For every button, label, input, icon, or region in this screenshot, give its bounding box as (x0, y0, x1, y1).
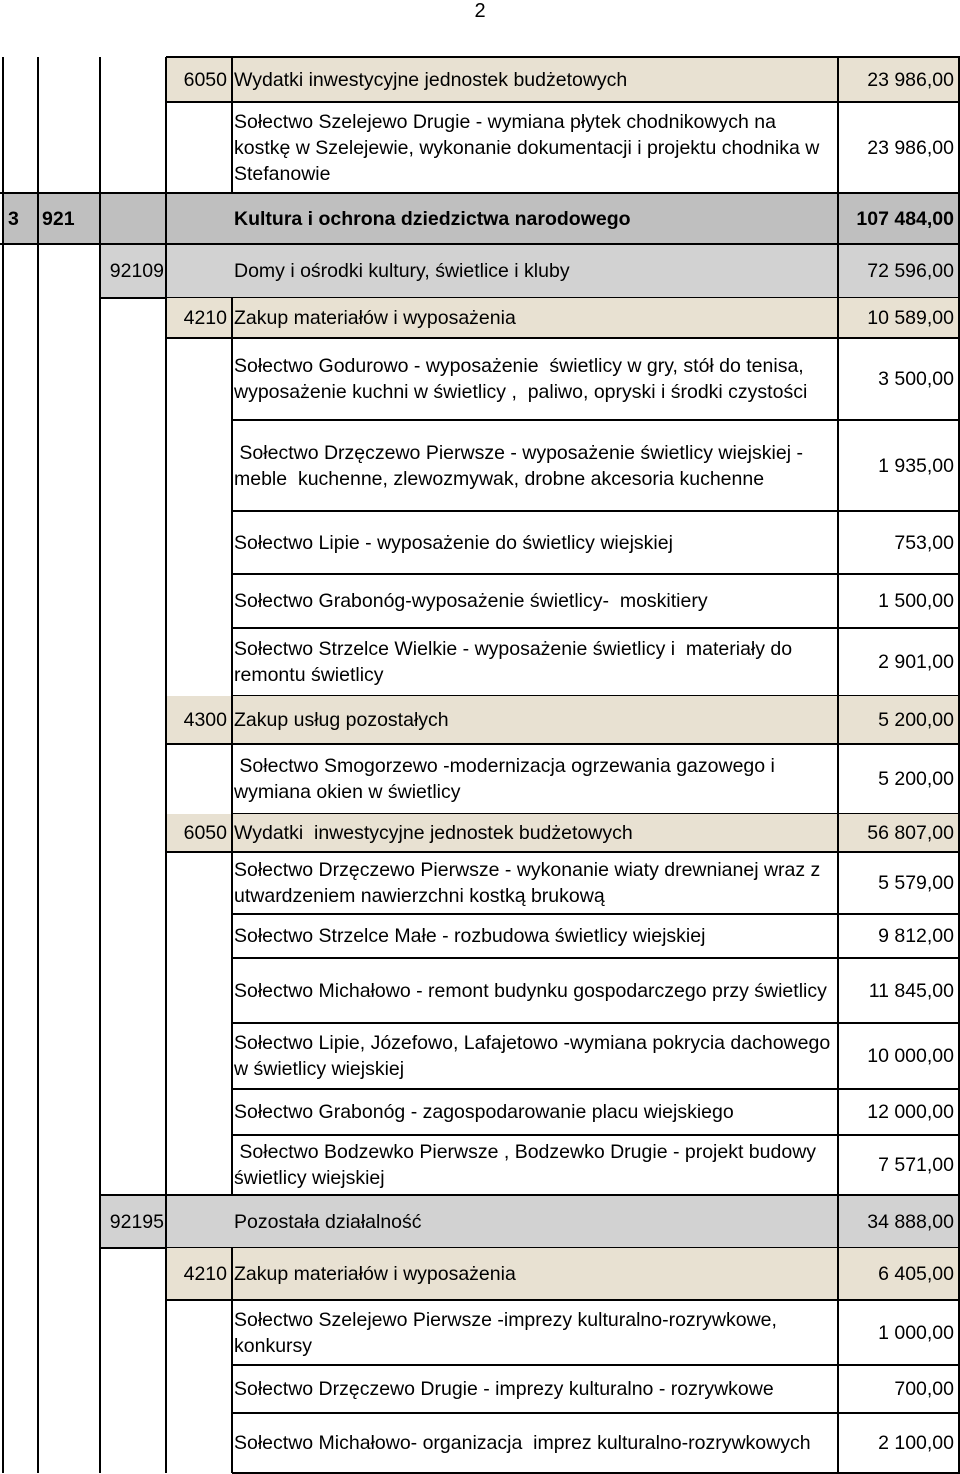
item-row (0, 1365, 960, 1413)
column-rule (2, 57, 4, 1473)
amount-divider (837, 1135, 839, 1195)
rozdzial-code: 92195 (109, 1210, 164, 1233)
item-row (0, 1135, 960, 1195)
item-row (0, 1023, 960, 1089)
row-amount: 6 405,00 (878, 1263, 954, 1285)
row-amount: 107 484,00 (856, 207, 954, 230)
row-description: Zakup materiałów i wyposażenia (234, 1263, 516, 1285)
row-description: Sołectwo Smogorzewo -modernizacja ogrzewania gazowego i wymiana okien w świetlicy (234, 755, 781, 803)
item-row (0, 914, 960, 958)
row-amount: 2 100,00 (878, 1432, 954, 1454)
desc-divider (231, 744, 233, 814)
desc-divider (231, 1413, 233, 1473)
desc-divider (231, 338, 233, 420)
desc-divider (231, 102, 233, 193)
row-description: Wydatki inwestycyjne jednostek budżetowych (234, 822, 633, 844)
item-row (0, 574, 960, 628)
desc-divider (231, 298, 233, 338)
row-amount: 1 500,00 (878, 590, 954, 612)
row-description: Pozostała działalność (234, 1210, 422, 1233)
desc-divider (231, 57, 233, 102)
row-amount: 5 200,00 (878, 709, 954, 731)
dzial-code: 921 (42, 207, 75, 230)
column-rule (37, 57, 39, 1473)
desc-divider (231, 628, 233, 696)
amount-divider (837, 628, 839, 696)
desc-divider (231, 1089, 233, 1135)
amount-divider (837, 914, 839, 958)
desc-divider (231, 1023, 233, 1089)
amount-divider (837, 338, 839, 420)
paragraph-code: 6050 (183, 822, 227, 844)
row-amount: 23 986,00 (867, 136, 954, 159)
desc-divider (231, 852, 233, 914)
amount-divider (837, 1300, 839, 1365)
desc-divider (231, 696, 233, 744)
row-description: Sołectwo Strzelce Wielkie - wyposażenie świetlicy i materiały do remontu świetlicy (234, 638, 798, 686)
row-description: Sołectwo Michałowo - remont budynku gospodarczego przy świetlicy (234, 979, 827, 1002)
item-row (0, 852, 960, 914)
row-description: Sołectwo Drzęczewo Pierwsze - wyposażenie świetlicy wiejskiej - meble kuchenne, zlewozmywak, drobne akcesoria kuchenne (234, 441, 809, 490)
paragraph-code: 6050 (183, 68, 227, 91)
row-amount: 700,00 (894, 1378, 954, 1400)
rozdzial-code: 92109 (109, 260, 164, 282)
row-description: Sołectwo Grabonóg - zagospodarowanie placu wiejskiego (234, 1101, 734, 1123)
desc-divider (231, 420, 233, 511)
section-number: 3 (8, 207, 19, 230)
item-row (0, 628, 960, 696)
row-amount: 753,00 (894, 531, 954, 554)
item-row (0, 420, 960, 511)
row-description: Sołectwo Drzęczewo Drugie - imprezy kulturalno - rozrywkowe (234, 1378, 774, 1400)
row-description: Kultura i ochrona dziedzictwa narodowego (234, 207, 631, 230)
paragraph-row (0, 814, 960, 852)
row-description: Sołectwo Szelejewo Drugie - wymiana płytek chodnikowych na kostkę w Szelejewie, wykonanie dokumentacji i projektu chodnika w Stefanowie (234, 110, 825, 185)
amount-divider (837, 1248, 839, 1300)
item-row (0, 102, 960, 193)
item-row (0, 511, 960, 574)
row-description: Domy i ośrodki kultury, świetlice i kluby (234, 260, 570, 282)
paragraph-row (0, 696, 960, 744)
row-amount: 2 901,00 (878, 651, 954, 673)
amount-divider (837, 744, 839, 814)
row-amount: 12 000,00 (867, 1101, 954, 1123)
desc-divider (231, 958, 233, 1023)
amount-divider (837, 1195, 839, 1248)
row-amount: 23 986,00 (867, 68, 954, 91)
paragraph-row (0, 57, 960, 102)
amount-divider (837, 1413, 839, 1473)
amount-divider (837, 1365, 839, 1413)
dzial-row (0, 193, 960, 244)
item-row (0, 1413, 960, 1473)
amount-divider (837, 1023, 839, 1089)
row-description: Sołectwo Lipie - wyposażenie do świetlicy wiejskiej (234, 531, 673, 554)
row-description: Sołectwo Drzęczewo Pierwsze - wykonanie wiaty drewnianej wraz z utwardzeniem nawierzchni kostką brukową (234, 859, 826, 907)
paragraph-row (0, 298, 960, 338)
desc-divider (231, 1365, 233, 1413)
row-description: Sołectwo Grabonóg-wyposażenie świetlicy- moskitiery (234, 590, 708, 612)
amount-divider (837, 696, 839, 744)
row-amount: 10 589,00 (867, 307, 954, 329)
rozdzial-row (0, 1195, 960, 1248)
row-description: Sołectwo Michałowo- organizacja imprez kulturalno-rozrywkowych (234, 1432, 811, 1454)
amount-divider (837, 193, 839, 244)
row-amount: 9 812,00 (878, 925, 954, 947)
row-amount: 10 000,00 (867, 1045, 954, 1067)
row-description: Zakup usług pozostałych (234, 709, 449, 731)
amount-divider (837, 814, 839, 852)
amount-divider (837, 420, 839, 511)
item-row (0, 958, 960, 1023)
desc-divider (231, 574, 233, 628)
amount-divider (837, 1089, 839, 1135)
desc-divider (231, 814, 233, 852)
column-rule (99, 57, 101, 1473)
row-description: Sołectwo Szelejewo Pierwsze -imprezy kulturalno-rozrywkowe, konkursy (234, 1308, 783, 1357)
row-amount: 1 935,00 (878, 454, 954, 477)
amount-divider (837, 298, 839, 338)
amount-divider (837, 102, 839, 193)
row-amount: 3 500,00 (878, 368, 954, 390)
row-description: Zakup materiałów i wyposażenia (234, 307, 516, 329)
amount-divider (837, 511, 839, 574)
amount-divider (837, 852, 839, 914)
paragraph-row (0, 1248, 960, 1300)
rozdzial-row (0, 244, 960, 298)
amount-divider (837, 574, 839, 628)
amount-divider (837, 958, 839, 1023)
row-description: Wydatki inwestycyjne jednostek budżetowych (234, 68, 628, 91)
row-description: Sołectwo Lipie, Józefowo, Lafajetowo -wymiana pokrycia dachowego w świetlicy wiejskiej (234, 1032, 836, 1080)
row-amount: 5 200,00 (878, 768, 954, 790)
desc-divider (231, 1300, 233, 1365)
row-description: Sołectwo Strzelce Małe - rozbudowa świetlicy wiejskiej (234, 925, 706, 947)
amount-divider (837, 244, 839, 298)
row-amount: 72 596,00 (867, 260, 954, 282)
column-rule (165, 57, 167, 1473)
paragraph-code: 4210 (183, 307, 227, 329)
paragraph-code: 4300 (183, 709, 227, 731)
item-row (0, 338, 960, 420)
item-row (0, 744, 960, 814)
item-row (0, 1300, 960, 1365)
desc-divider (231, 914, 233, 958)
row-description: Sołectwo Bodzewko Pierwsze , Bodzewko Drugie - projekt budowy świetlicy wiejskiej (234, 1141, 822, 1189)
row-amount: 7 571,00 (878, 1154, 954, 1176)
paragraph-code: 4210 (183, 1263, 227, 1285)
page-number: 2 (474, 0, 486, 22)
amount-divider (837, 57, 839, 102)
row-description: Sołectwo Godurowo - wyposażenie świetlicy w gry, stół do tenisa, wyposażenie kuchni w świetlicy , paliwo, opryski i środki czystości (234, 355, 810, 403)
desc-divider (231, 1248, 233, 1300)
desc-divider (231, 1135, 233, 1195)
desc-divider (231, 511, 233, 574)
row-amount: 5 579,00 (878, 872, 954, 894)
row-amount: 1 000,00 (878, 1321, 954, 1344)
row-amount: 34 888,00 (867, 1210, 954, 1233)
row-amount: 56 807,00 (867, 822, 954, 844)
item-row (0, 1089, 960, 1135)
row-amount: 11 845,00 (868, 979, 954, 1002)
